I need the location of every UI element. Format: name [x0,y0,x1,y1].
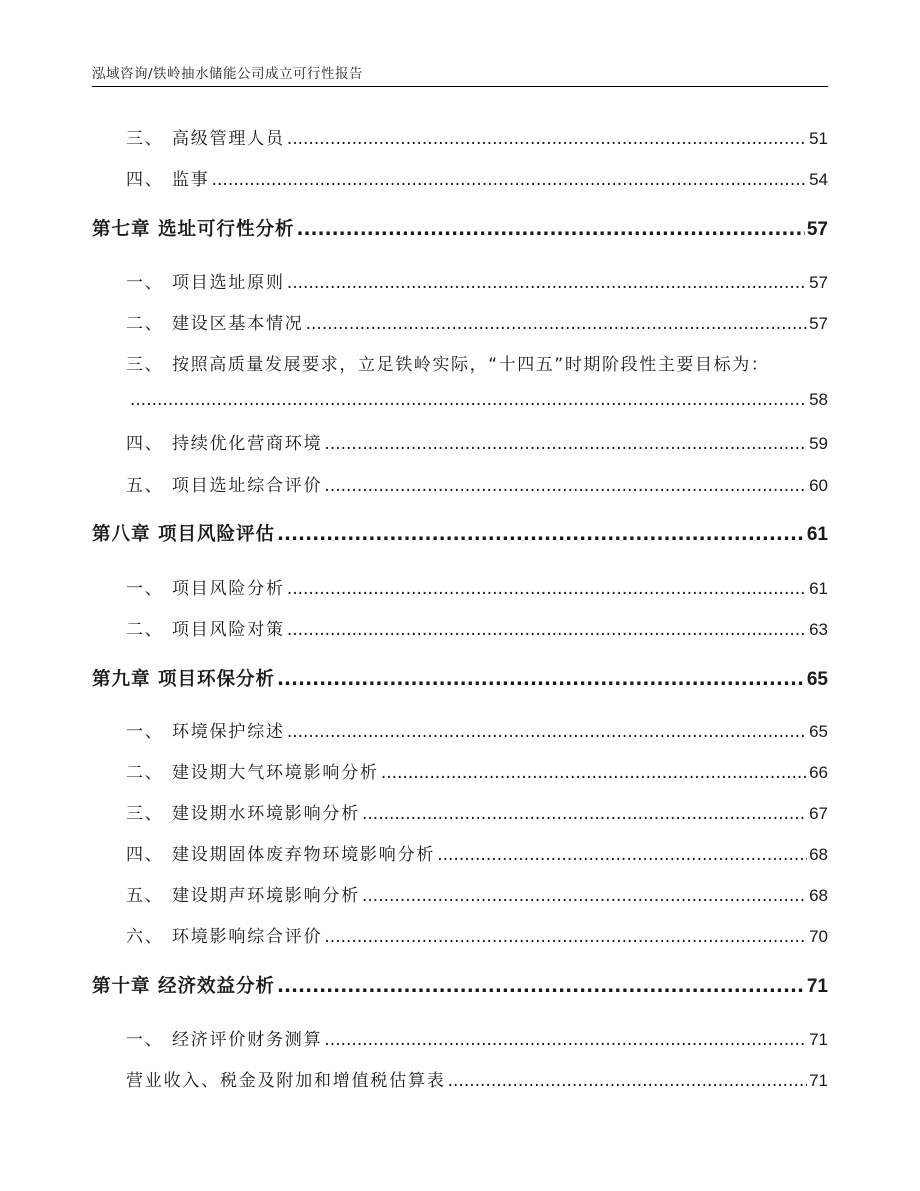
toc-entry-number: 五、 [126,886,164,906]
toc-entry-page: 51 [809,129,828,148]
toc-entry-title: 经济评价财务测算 [172,1030,323,1050]
toc-chapter-7[interactable] [0,215,920,241]
toc-entry-page: 71 [809,1030,828,1049]
dot-leader [362,886,807,906]
dot-leader [324,476,807,496]
toc-chapter-page: 61 [806,524,828,545]
toc-entry-page: 68 [809,845,828,864]
toc-entry-title: 环境保护综述 [172,722,285,742]
toc-entry-page: 70 [809,927,828,946]
toc-entry-1-site-principles[interactable] [0,268,920,293]
toc-entry-1-financial-calculation[interactable] [0,1025,920,1050]
dot-leader [287,129,807,149]
dot-leader [324,927,807,947]
toc-entry-1-risk-analysis[interactable] [0,574,920,599]
dot-leader [287,273,807,293]
toc-chapter-title: 第十章 经济效益分析 [92,976,275,997]
dot-leader [277,669,805,690]
toc-entry-5-noise-impact[interactable] [0,881,920,906]
dot-leader [306,314,807,334]
toc-entry-page: 57 [809,273,828,292]
toc-entry-number: 一、 [126,273,164,293]
toc-chapter-title: 第九章 项目环保分析 [92,669,275,690]
toc-chapter-title: 第七章 选址可行性分析 [92,219,295,240]
toc-entry-3-senior-management[interactable] [0,124,920,149]
dot-leader [287,620,807,640]
toc-entry-title: 高级管理人员 [172,129,285,149]
toc-entry-2-air-impact[interactable] [0,758,920,783]
toc-entry-page: 65 [809,722,828,741]
dot-leader [448,1071,807,1091]
toc-entry-title: 项目风险对策 [172,620,285,640]
dot-leader [296,219,804,240]
toc-entry-number: 三、 [126,129,164,149]
toc-entry-title: 营业收入、税金及附加和增值税估算表 [126,1071,446,1091]
toc-entry-title: 建设期水环境影响分析 [172,804,360,824]
toc-entry-3-water-impact[interactable] [0,799,920,824]
toc-entry-4-solid-waste-impact[interactable] [0,840,920,865]
toc-entry-page: 71 [809,1071,828,1090]
dot-leader [277,976,805,997]
toc-entry-title: 建设期声环境影响分析 [172,886,360,906]
dot-leader [437,845,807,865]
toc-entry-number: 二、 [126,314,164,334]
toc-entry-2-site-conditions[interactable] [0,309,920,334]
toc-chapter-page: 57 [806,219,828,240]
toc-entry-page: 61 [809,579,828,598]
toc-entry-4-supervisors[interactable] [0,165,920,190]
toc-entry-number: 五、 [126,476,164,496]
toc-chapter-10[interactable] [0,972,920,998]
toc-entry-revenue-tax-table[interactable] [0,1066,920,1091]
toc-chapter-title: 第八章 项目风险评估 [92,524,275,545]
toc-entry-page: 58 [809,390,828,409]
toc-entry-2-risk-countermeasures[interactable] [0,615,920,640]
toc-entry-1-environmental-overview[interactable] [0,717,920,742]
toc-entry-number: 三、 [126,355,164,375]
toc-chapter-8[interactable] [0,520,920,546]
dot-leader [324,434,807,454]
dot-leader [277,524,805,545]
toc-entry-title: 项目选址原则 [172,273,285,293]
dot-leader [287,722,807,742]
toc-entry-page: 68 [809,886,828,905]
toc-entry-6-environmental-evaluation[interactable] [0,922,920,947]
toc-chapter-9[interactable] [0,665,920,691]
toc-entry-3-development-goals-continued[interactable] [0,390,920,410]
toc-entry-title: 建设期固体废弃物环境影响分析 [172,845,436,865]
toc-chapter-page: 71 [806,976,828,997]
toc-entry-title: 建设区基本情况 [172,314,304,334]
dot-leader [381,763,807,783]
toc-entry-page: 66 [809,763,828,782]
toc-entry-page: 63 [809,620,828,639]
toc-entry-number: 一、 [126,722,164,742]
toc-entry-page: 54 [809,170,828,189]
toc-entry-title: 环境影响综合评价 [172,927,323,947]
dot-leader [212,170,807,190]
toc-entry-number: 一、 [126,579,164,599]
toc-entry-number: 六、 [126,927,164,947]
toc-entry-number: 二、 [126,763,164,783]
toc-entry-title: 项目选址综合评价 [172,476,323,496]
toc-entry-number: 二、 [126,620,164,640]
toc-entry-number: 三、 [126,804,164,824]
toc-entry-number: 四、 [126,170,164,190]
toc-entry-number: 四、 [126,845,164,865]
toc-entry-title: 建设期大气环境影响分析 [172,763,379,783]
toc-chapter-page: 65 [806,669,828,690]
toc-entry-5-site-evaluation[interactable] [0,471,920,496]
toc-entry-page: 67 [809,804,828,823]
toc-entry-page: 57 [809,314,828,333]
toc-entry-4-business-environment[interactable] [0,429,920,454]
dot-leader [130,390,807,410]
toc-entry-page: 59 [809,434,828,453]
dot-leader [324,1030,807,1050]
toc-entry-number: 一、 [126,1030,164,1050]
toc-entry-title: 按照高质量发展要求，立足铁岭实际，“十四五”时期阶段性主要目标为： [172,355,770,375]
dot-leader [287,579,807,599]
dot-leader [362,804,807,824]
toc-entry-title: 项目风险分析 [172,579,285,599]
running-header: 泓域咨询/铁岭抽水储能公司成立可行性报告 [92,66,364,82]
toc-entry-title: 监事 [172,170,210,190]
toc-entry-title: 持续优化营商环境 [172,434,323,454]
toc-entry-3-development-goals[interactable] [0,350,920,375]
toc-entry-page: 60 [809,476,828,495]
toc-entry-number: 四、 [126,434,164,454]
